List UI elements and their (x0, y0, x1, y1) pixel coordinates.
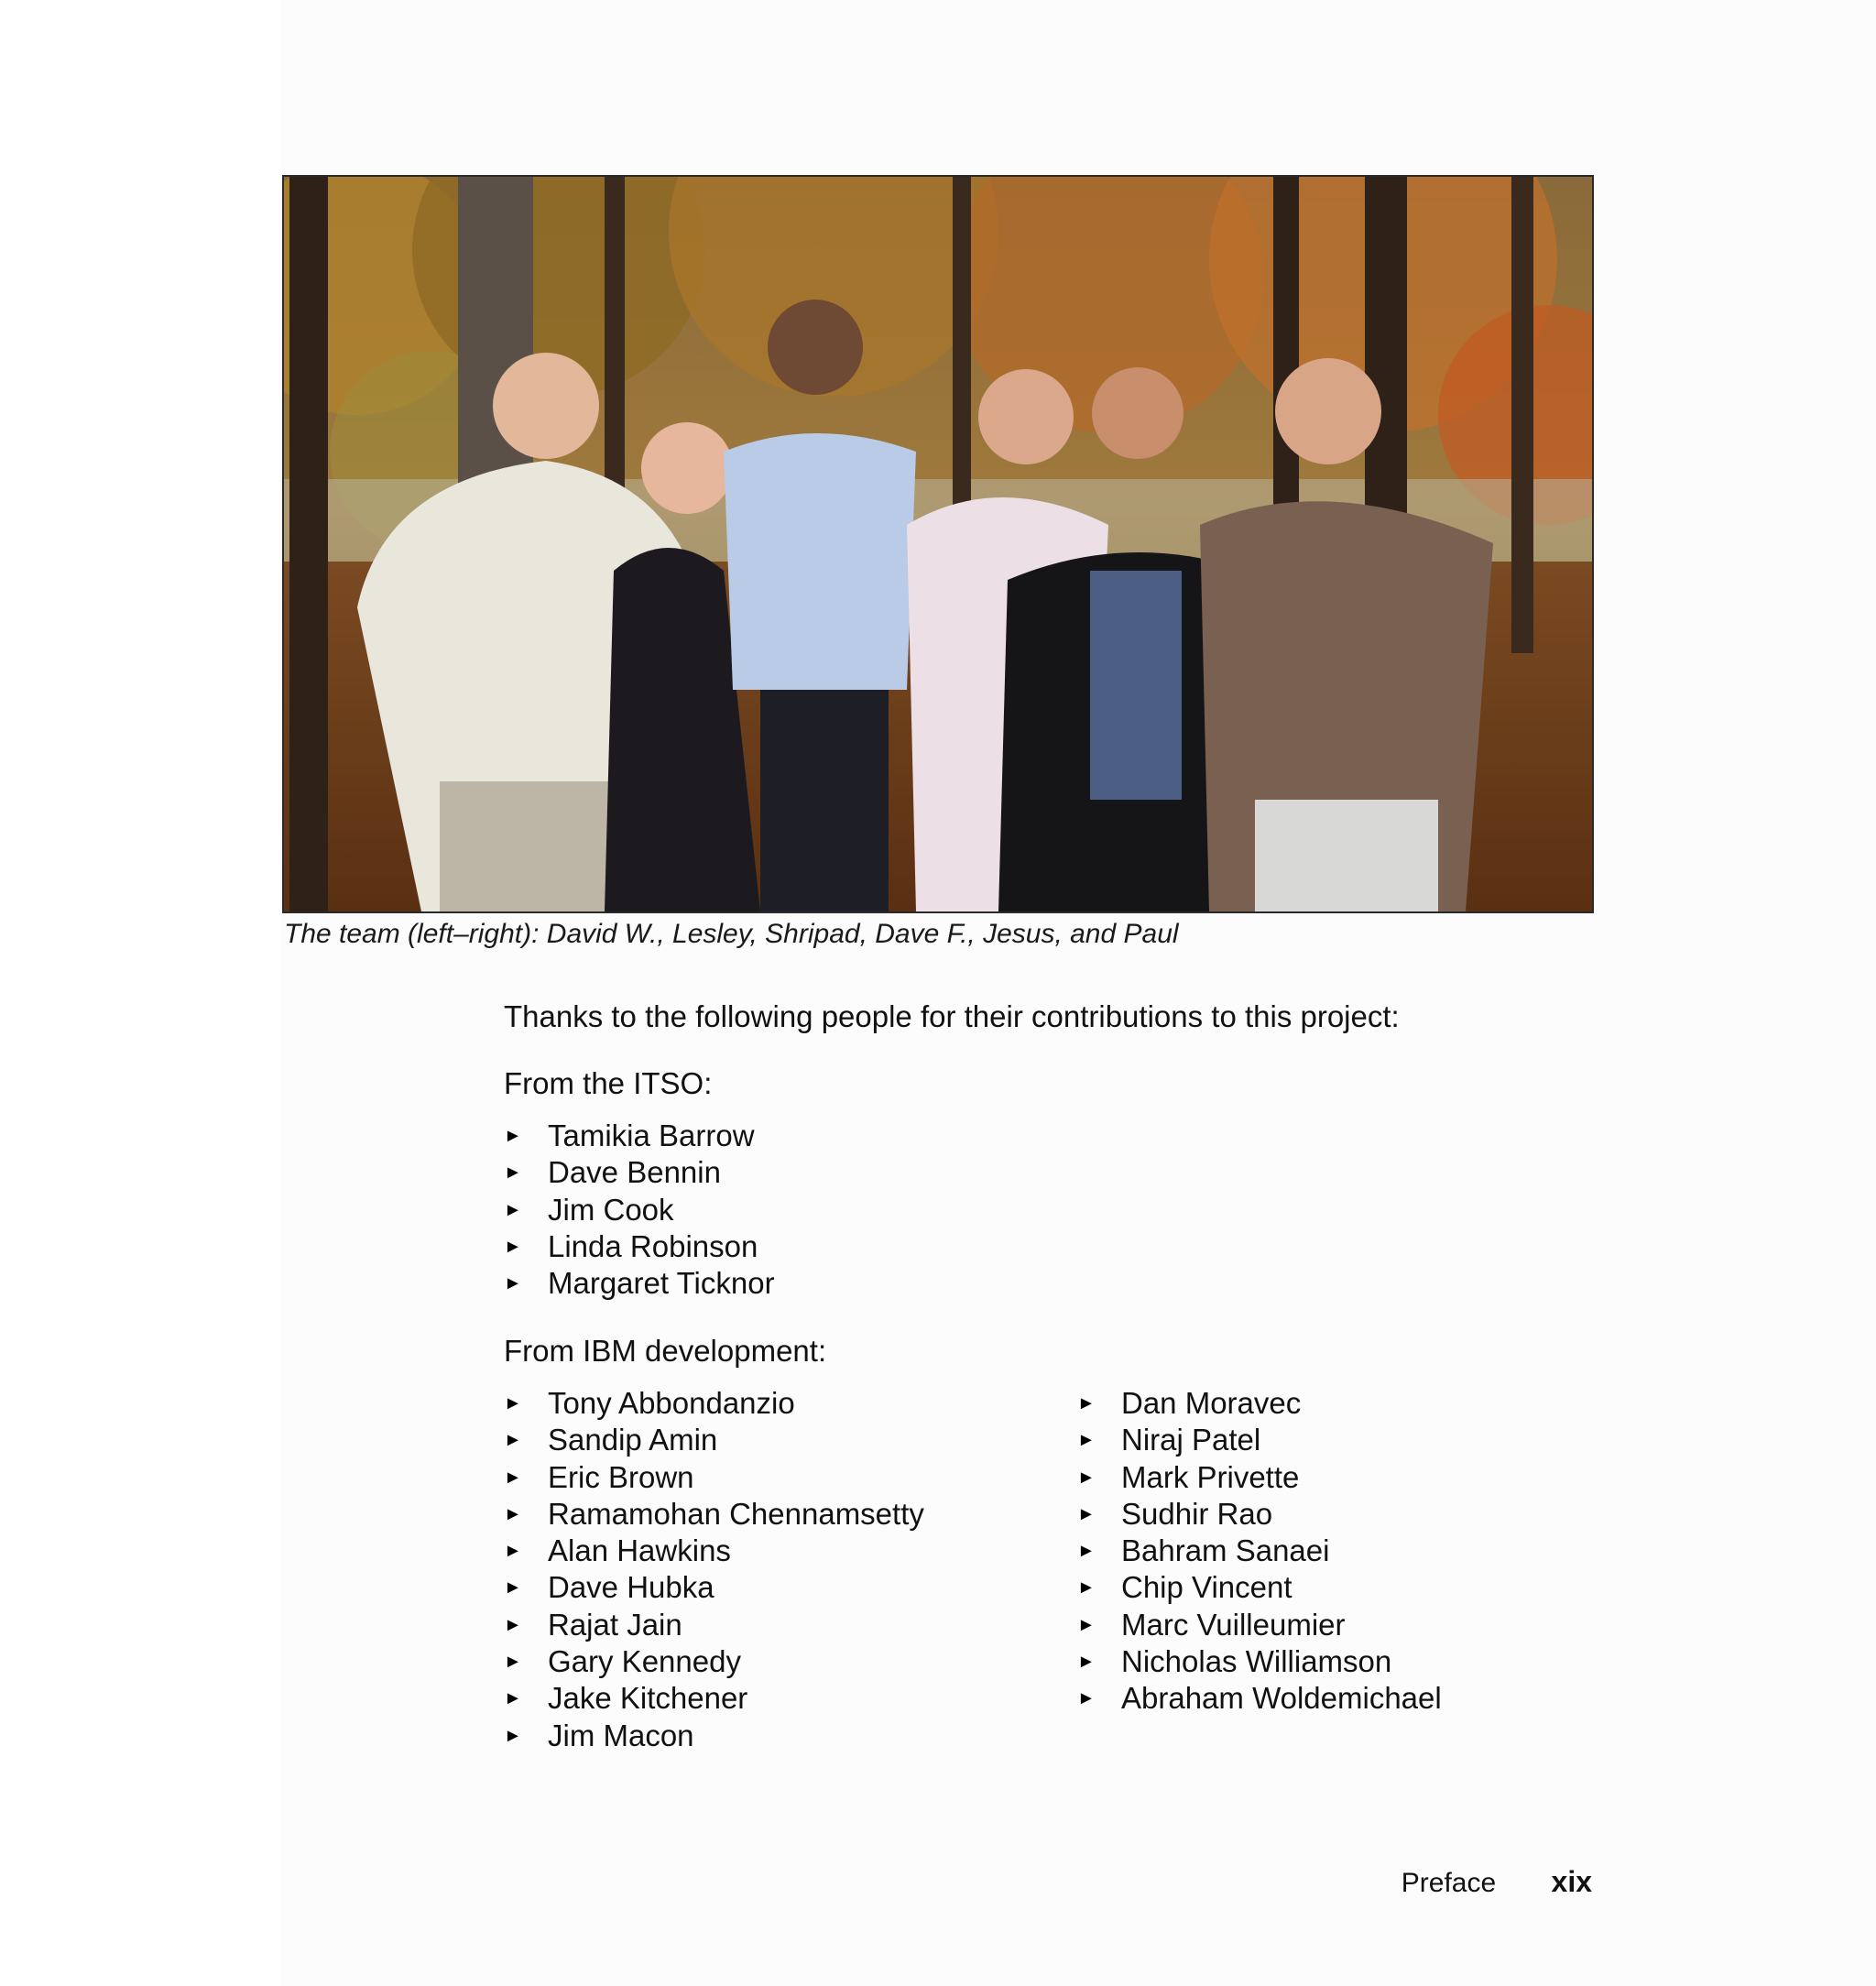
bullet-icon: ► (1077, 1652, 1096, 1673)
list-item-label: Bahram Sanaei (1121, 1533, 1330, 1568)
bullet-icon: ► (504, 1162, 522, 1184)
list-item (504, 1192, 775, 1228)
list-item (1077, 1680, 1442, 1717)
team-photo (282, 175, 1594, 913)
list-item-label: Jim Macon (548, 1718, 694, 1752)
list-item-label: Linda Robinson (548, 1228, 758, 1263)
list-item-label: Margaret Ticknor (548, 1266, 775, 1301)
list-item (1077, 1496, 1442, 1533)
bullet-icon: ► (504, 1199, 522, 1220)
list-item-label: Jake Kitchener (548, 1681, 748, 1716)
list-item (1077, 1643, 1442, 1680)
development-list-column-b (1077, 1385, 1442, 1718)
list-item (504, 1607, 924, 1643)
bullet-icon: ► (504, 1688, 522, 1709)
list-item (504, 1154, 775, 1191)
photo-caption: The team (left–right): David W., Lesley, Shripad, Dave F., Jesus, and Paul (284, 919, 1179, 949)
list-item-label: Abraham Woldemichael (1121, 1681, 1442, 1716)
list-item-label: Chip Vincent (1121, 1570, 1292, 1605)
bullet-icon: ► (504, 1614, 522, 1635)
itso-heading: From the ITSO: (504, 1066, 713, 1100)
list-item-label: Marc Vuilleumier (1121, 1607, 1346, 1642)
bullet-icon: ► (504, 1393, 522, 1413)
list-item-label: Gary Kennedy (548, 1644, 741, 1679)
footer-section-name: Preface (1401, 1868, 1497, 1898)
list-item-label: Eric Brown (548, 1459, 694, 1494)
list-item (504, 1459, 924, 1496)
bullet-icon: ► (504, 1467, 522, 1488)
bullet-icon: ► (1077, 1577, 1096, 1599)
list-item-label: Dave Bennin (548, 1155, 721, 1190)
bullet-icon: ► (504, 1725, 522, 1746)
bullet-icon: ► (1077, 1430, 1096, 1451)
list-item-label: Jim Cook (548, 1192, 674, 1227)
list-item (504, 1385, 924, 1422)
list-item-label: Ramamohan Chennamsetty (548, 1496, 924, 1531)
list-item (504, 1718, 924, 1754)
intro-text: Thanks to the following people for their contributions to this project: (504, 999, 1400, 1033)
list-item (1077, 1569, 1442, 1606)
list-item (1077, 1533, 1442, 1569)
page-footer (1402, 1865, 1592, 1899)
list-item-label: Tamikia Barrow (548, 1118, 755, 1152)
bullet-icon: ► (1077, 1467, 1096, 1488)
list-item (504, 1496, 924, 1533)
bullet-icon: ► (504, 1503, 522, 1524)
list-item-label: Tony Abbondanzio (548, 1386, 795, 1420)
bullet-icon: ► (1077, 1614, 1096, 1635)
itso-list (504, 1118, 775, 1302)
list-item (504, 1680, 924, 1717)
bullet-icon: ► (504, 1273, 522, 1294)
list-item (504, 1569, 924, 1606)
bullet-icon: ► (1077, 1541, 1096, 1562)
list-item-label: Niraj Patel (1121, 1423, 1261, 1457)
bullet-icon: ► (1077, 1688, 1096, 1709)
bullet-icon: ► (504, 1236, 522, 1257)
list-item (1077, 1607, 1442, 1643)
list-item (504, 1265, 775, 1302)
list-item-label: Rajat Jain (548, 1607, 682, 1642)
list-item (504, 1533, 924, 1569)
bullet-icon: ► (1077, 1503, 1096, 1524)
list-item-label: Alan Hawkins (548, 1533, 731, 1568)
list-item-label: Sandip Amin (548, 1423, 718, 1457)
development-heading: From IBM development: (504, 1334, 827, 1368)
list-item (504, 1228, 775, 1265)
list-item-label: Nicholas Williamson (1121, 1644, 1392, 1679)
development-list-column-a (504, 1385, 924, 1754)
list-item-label: Mark Privette (1121, 1459, 1300, 1494)
list-item (504, 1422, 924, 1458)
bullet-icon: ► (504, 1652, 522, 1673)
list-item (1077, 1459, 1442, 1496)
list-item-label: Dan Moravec (1121, 1386, 1302, 1420)
bullet-icon: ► (504, 1126, 522, 1146)
bullet-icon: ► (1077, 1393, 1096, 1413)
list-item-label: Dave Hubka (548, 1570, 714, 1605)
list-item (504, 1118, 775, 1154)
list-item (1077, 1385, 1442, 1422)
list-item (1077, 1422, 1442, 1458)
list-item (504, 1643, 924, 1680)
bullet-icon: ► (504, 1430, 522, 1451)
page-number: xix (1551, 1865, 1592, 1898)
list-item-label: Sudhir Rao (1121, 1496, 1273, 1531)
bullet-icon: ► (504, 1541, 522, 1562)
bullet-icon: ► (504, 1577, 522, 1599)
